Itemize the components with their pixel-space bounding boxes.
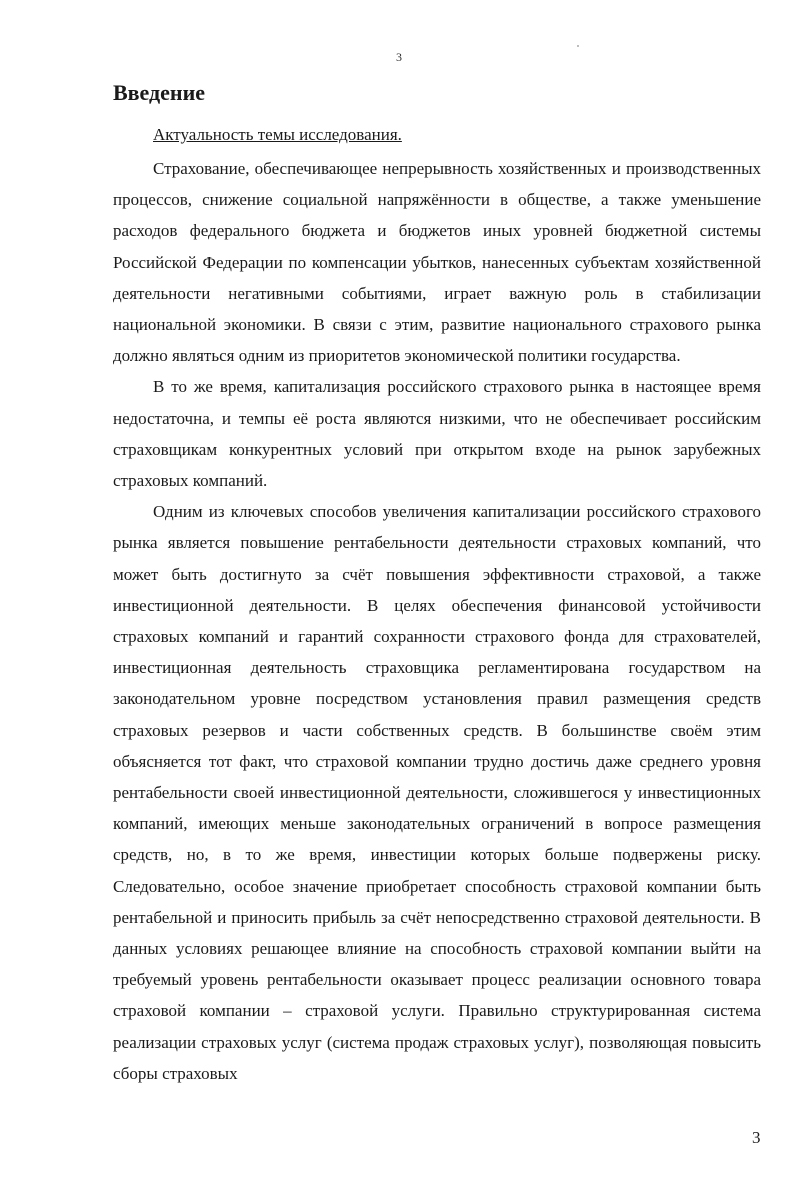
section-subtitle: Актуальность темы исследования.: [153, 125, 402, 144]
paragraph: В то же время, капитализация российского страхового рынка в настоящее время недостаточна, и темпы её роста являются низкими, что не обеспечивает российским страховщикам конкурентных условий при открытом входе на рынок зарубежных страховых компаний.: [113, 377, 761, 491]
top-page-number: 3: [396, 50, 402, 64]
section-heading: Введение: [113, 80, 206, 105]
bottom-page-number: 3: [752, 1128, 761, 1147]
paragraph: Одним из ключевых способов увеличения капитализации российского страхового рынка является повышение рентабельности деятельности страховых компаний, что может быть достигнуто за счёт повышения эффективности страховой, а также инвестиционной деятельности. В целях обеспечения финансовой устойчивости страховых компаний и гарантий сохранности страхового фонда для страхователей, инвестиционная деятельность страховщика регламентирована государством на законодательном уровне посредством установления правил размещения средств страховых резервов и части собственных средств. В большинстве своём этим объясняется тот факт, что страховой компании трудно достичь даже среднего уровня рентабельности своей инвестиционной деятельности, сложившегося у инвестиционных компаний, имеющих меньше законодательных ограничений в вопросе размещения средств, но, в то же время, инвестиции которых больше подвержены риску. Следовательно, особое значение приобретает способность страховой компании быть рентабельной и приносить прибыль за счёт непосредственно страховой деятельности. В данных условиях решающее влияние на способность страховой компании выйти на требуемый уровень рентабельности оказывает процесс реализации основного товара страховой компании – страховой услуги. Правильно структурированная система реализации страховых услуг (система продаж страховых услуг), позволяющая повысить сборы страховых: [113, 502, 761, 1083]
paragraph: Страхование, обеспечивающее непрерывность хозяйственных и производственных процессов, снижение социальной напряжённости в обществе, а также уменьшение расходов федерального бюджета и бюджетов иных уровней бюджетной системы Российской Федерации по компенсации убытков, нанесенных субъектам хозяйственной деятельности негативными событиями, играет важную роль в стабилизации национальной экономики. В связи с этим, развитие национального страхового рынка должно являться одним из приоритетов экономической политики государства.: [113, 159, 761, 366]
body-text: [113, 153, 761, 1089]
scan-speck: [577, 45, 579, 47]
